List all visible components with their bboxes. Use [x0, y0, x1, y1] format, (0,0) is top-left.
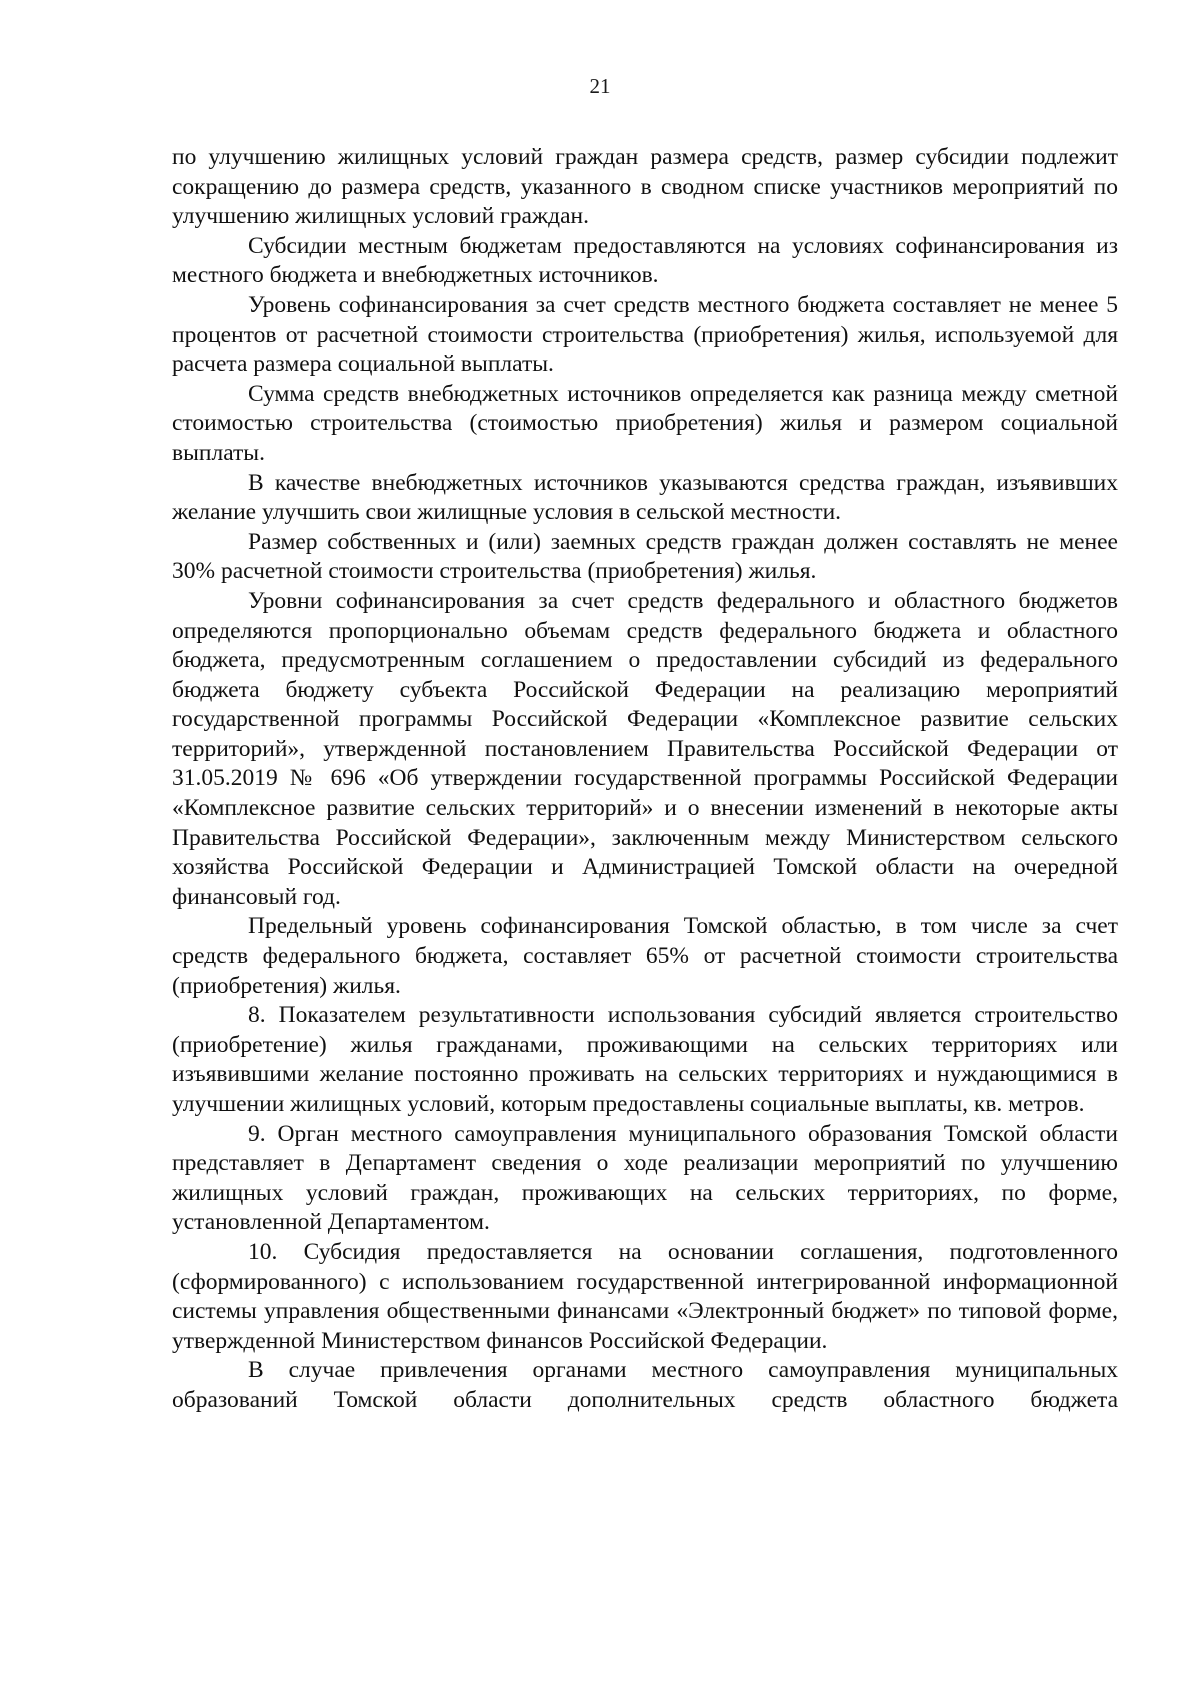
paragraph-extrabudgetary-sources: В качестве внебюджетных источников указываются средства граждан, изъявивших желание улучшить свои жилищные условия в сельской местности. — [172, 469, 1118, 526]
paragraph-continuation: по улучшению жилищных условий граждан размера средств, размер субсидии подлежит сокращению до размера средств, указанного в сводном списке участников мероприятий по улучшению жилищных условий граждан. — [172, 144, 1118, 230]
page-number: 21 — [589, 74, 611, 98]
paragraph-local-budget-level: Уровень софинансирования за счет средств местного бюджета составляет не менее 5 процентов от расчетной стоимости строительства (приобретения) жилья, используемой для расчета размера социальной выплаты. — [172, 291, 1118, 378]
paragraph-additional-funds: В случае привлечения органами местного самоуправления муниципальных образований Томской области дополнительных средств областного бюджета — [172, 1357, 1118, 1413]
document-body — [172, 143, 1118, 1416]
paragraph-item-8: 8. Показателем результативности использования субсидий является строительство (приобретение) жилья гражданами, проживающими на сельских территориях или изъявившими желание постоянно проживать на сельских территориях и нуждающимися в улучшении жилищных условий, которым предоставлены социальные выплаты, кв. метров. — [172, 1002, 1118, 1117]
paragraph-federal-regional-levels: Уровни софинансирования за счет средств федерального и областного бюджетов определяются пропорционально объемам средств федерального бюджета и областного бюджета, предусмотренным соглашением о предоставлении субсидий из федерального бюджета бюджету субъекта Российской Федерации на реализацию мероприятий государственной программы Российской Федерации «Комплексное развитие сельских территорий», утвержденной постановлением Правительства Российской Федерации от 31.05.2019 № 696 «Об утверждении государственной программы Российской Федерации «Комплексное развитие сельских территорий» и о внесении изменений в некоторые акты Правительства Российской Федерации», заключенным между Министерством сельского хозяйства Российской Федерации и Администрацией Томской области на очередной финансовый год. — [172, 587, 1118, 910]
paragraph-item-9: 9. Орган местного самоуправления муниципального образования Томской области представляет в Департамент сведения о ходе реализации мероприятий по улучшению жилищных условий граждан, проживающих на сельских территориях, по форме, установленной Департаментом. — [172, 1120, 1118, 1236]
paragraph-own-funds: Размер собственных и (или) заемных средств граждан должен составлять не менее 30% расчетной стоимости строительства (приобретения) жилья. — [172, 528, 1118, 585]
paragraph-subsidies-conditions: Субсидии местным бюджетам предоставляются на условиях софинансирования из местного бюджета и внебюджетных источников. — [172, 232, 1118, 289]
paragraph-item-10: 10. Субсидия предоставляется на основании соглашения, подготовленного (сформированного) с использованием государственной интегрированной информационной системы управления общественными финансами «Электронный бюджет» по типовой форме, утвержденной Министерством финансов Российской Федерации. — [172, 1238, 1118, 1354]
paragraph-extrabudgetary-sum: Сумма средств внебюджетных источников определяется как разница между сметной стоимостью строительства (стоимостью приобретения) жилья и размером социальной выплаты. — [172, 380, 1118, 466]
paragraph-max-level: Предельный уровень софинансирования Томской областью, в том числе за счет средств федерального бюджета, составляет 65% от расчетной стоимости строительства (приобретения) жилья. — [172, 913, 1118, 999]
